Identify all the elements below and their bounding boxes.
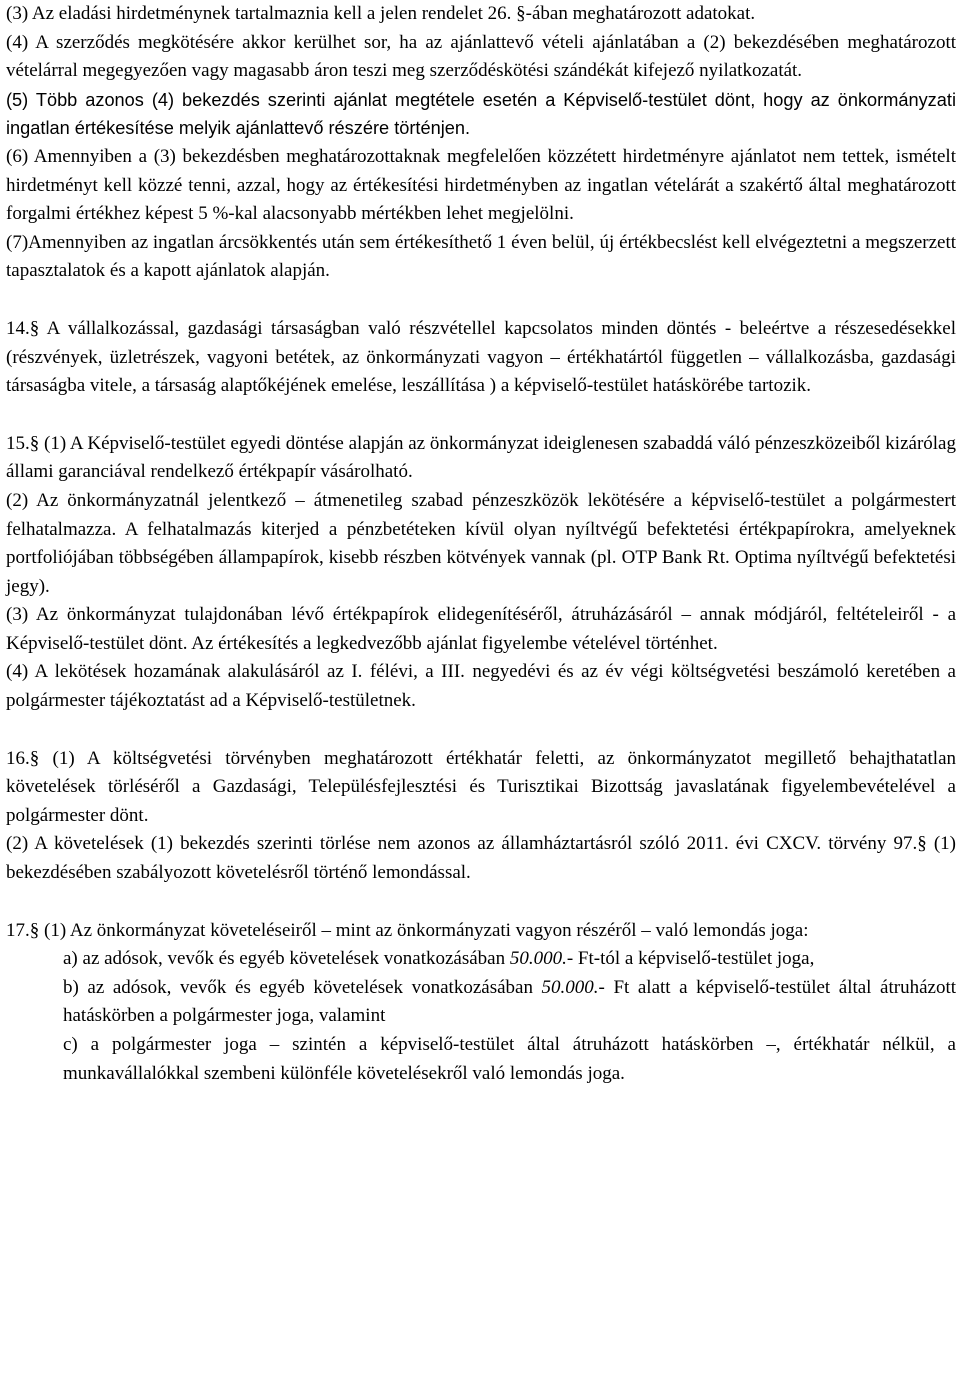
list-item-b [63,974,956,1031]
section-16-paragraph-2: (2) A követelések (1) bekezdés szerinti törlése nem azonos az államháztartásról szóló 2011. évi CXCV. törvény 97.§ (1) bekezdésében szabályozott követelésről történő lemondással. [6,833,956,884]
list-item-b-text: b) az adósok, vevők és egyéb követelések vonatkozásában [63,976,542,998]
section-spacer [6,716,956,745]
paragraph-6: (6) Amennyiben a (3) bekezdésben meghatározottaknak megfelelően közzétett hirdetményre ajánlatot nem tettek, ismételt hirdetményt kell közzé tenni, azzal, hogy az értékesítési hirdetményben az ingatlan vételárát a szakértő által meghatározott forgalmi értékhez képest 5 %-kal alacsonyabb mértékben lehet megjelölni. [6,145,956,225]
paragraph-7: (7)Amennyiben az ingatlan árcsökkentés után sem értékesíthető 1 éven belül, új értékbecslést kell elvégeztetni a megszerzett tapasztalatok és a kapott ajánlatok alapján. [6,231,956,282]
list-item-b-suffix: - Ft alatt a képviselő-testület által átruházott hatáskörben a polgármester joga, valamint [63,976,957,1027]
list-item-b-amount: 50.000. [541,976,599,998]
section-spacer [6,401,956,430]
section-15-paragraph-3: (3) Az önkormányzat tulajdonában lévő értékpapírok elidegenítéséről, átruházásáról – annak módjáról, feltételeiről - a Képviselő-testület dönt. Az értékesítés a legkedvezőbb ajánlat figyelembe vételével történhet. [6,604,956,654]
list-item-a-amount: 50.000. [509,948,567,970]
section-17-intro: 17.§ (1) Az önkormányzat követeléseiről – mint az önkormányzati vagyon részéről – való lemondás joga: [6,919,809,941]
section-15-paragraph-2: (2) Az önkormányzatnál jelentkező – átmenetileg szabad pénzeszközök lekötésére a képviselő-testület a polgármestert felhatalmazza. A felhatalmazás kiterjed a pénzbetéteken kívül olyan nyíltvégű befektetési értékpapírokra, amelyeknek portfoliójában többségében állampapírok, kisebb részben kötvények vannak (pl. OTP Bank Rt. Optima nyíltvégű befektetési jegy). [6,489,956,597]
paragraph-3: (3) Az eladási hirdetménynek tartalmaznia kell a jelen rendelet 26. §-ában meghatározott adatokat. [6,3,756,24]
list-item-a-suffix: - Ft-tól a képviselő-testület joga, [566,948,815,970]
section-15-paragraph-1: 15.§ (1) A Képviselő-testület egyedi döntése alapján az önkormányzat ideiglenesen szabaddá váló pénzeszközeiből kizárólag állami garanciával rendelkező értékpapír vásárolható. [6,432,956,483]
list-item-a-text: a) az adósok, vevők és egyéb követelések vonatkozásában [63,948,510,970]
list-item-a [63,945,956,974]
section-16-paragraph-1: 16.§ (1) A költségvetési törvényben meghatározott értékhatár feletti, az önkormányzatot megillető behajthatatlan követelések törléséről a Gazdasági, Településfejlesztési és Turisztikai Bizottság javaslatának figyelembevételével a polgármester dönt. [6,747,956,826]
section-spacer [6,286,956,315]
section-15-paragraph-4: (4) A lekötések hozamának alakulásáról az I. félévi, a III. negyedévi és az év végi költségvetési beszámoló keretében a polgármester tájékoztatást ad a Képviselő-testületnek. [6,661,956,712]
list-item-c: c) a polgármester joga – szintén a képviselő-testület által átruházott hatáskörben –, értékhatár nélkül, a munkavállalókkal szembeni különféle követelésekről való lemondás joga. [63,1034,956,1084]
section-spacer [6,888,956,917]
section-14: 14.§ A vállalkozással, gazdasági társaságban való részvétellel kapcsolatos minden döntés - beleértve a részesedésekkel (részvények, üzletrészek, vagyoni betétek, az önkormányzati vagyon – értékhatártól független – vállalkozásba, gazdasági társaságba vitele, a társaság alaptőkéjének emelése, leszállítása ) a képviselő-testület hatáskörébe tartozik. [6,317,956,397]
paragraph-5: (5) Több azonos (4) bekezdés szerinti ajánlat megtétele esetén a Képviselő-testület dönt, hogy az önkormányzati ingatlan értékesítése melyik ajánlattevő részére történjen. [6,89,956,139]
paragraph-4: (4) A szerződés megkötésére akkor kerülhet sor, ha az ajánlattevő vételi ajánlatában a (2) bekezdésében meghatározott vételárral megegyezően vagy magasabb áron teszi meg szerződéskötési szándékát kifejező nyilatkozatát. [6,31,956,82]
